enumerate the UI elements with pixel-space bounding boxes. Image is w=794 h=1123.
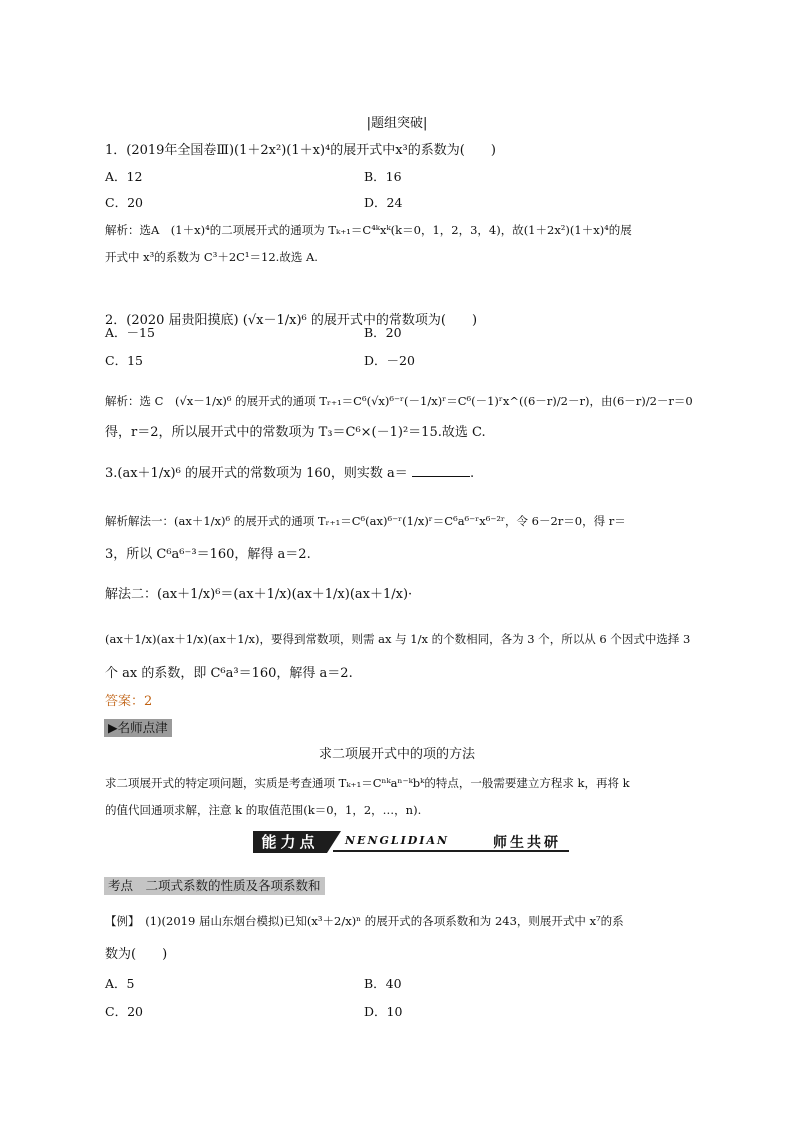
q1-analysis-line1: 解析：选A (1＋x)⁴的二项展开式的通项为 Tₖ₊₁＝C⁴ᵏxᵏ(k＝0，1，2，3，4)，故(1＋2x²)(1＋x)⁴的展: [105, 223, 632, 237]
q1-stem: 1．(2019年全国卷Ⅲ)(1＋2x²)(1＋x)⁴的展开式中x³的系数为( ): [105, 143, 496, 158]
q1-analysis-line2: 开式中 x³的系数为 C³＋2C¹＝12.故选 A.: [105, 250, 318, 264]
q3-sol2-line1: 解法二：(ax＋1/x)⁶＝(ax＋1/x)(ax＋1/x)(ax＋1/x)·: [105, 587, 413, 602]
q2-option-a: A．－15: [105, 325, 155, 340]
q1-option-a: A．12: [105, 169, 143, 184]
example-option-d: D．10: [364, 1004, 403, 1019]
q2-option-b: B．20: [364, 325, 402, 340]
example-option-b: B．40: [364, 976, 402, 991]
q2-stem-formula: (√x－1/x)⁶: [242, 313, 307, 328]
banner-english: NENGLIDIAN: [345, 834, 450, 847]
section-title: |题组突破|: [366, 116, 428, 131]
q3-stem: [105, 464, 474, 483]
q2-stem: [105, 312, 477, 330]
tip-tag: ▶名师点津: [104, 719, 172, 737]
tip-heading: 求二项展开式中的项的方法: [318, 747, 475, 762]
q3-sol1-line2: 3，所以 C⁶a⁶⁻³＝160，解得 a＝2.: [105, 547, 311, 562]
example-stem-line1: 【例】 (1)(2019 届山东烟台模拟)已知(x³＋2/x)ⁿ 的展开式的各项系数和为 243，则展开式中 x⁷的系: [105, 914, 624, 928]
ability-banner: [253, 831, 569, 853]
q2-option-d: D．－20: [364, 353, 415, 368]
kaodian-tag: 考点 二项式系数的性质及各项系数和: [104, 877, 325, 895]
q3-sol2-line2: (ax＋1/x)(ax＋1/x)(ax＋1/x)，要得到常数项，则需 ax 与 1/x 的个数相同，各为 3 个，所以从 6 个因式中选择 3: [105, 632, 691, 646]
q3-stem-formula: 3.(ax＋1/x)⁶: [105, 466, 181, 481]
q3-sol2-line3: 个 ax 的系数，即 C⁶a³＝160，解得 a＝2.: [105, 666, 353, 681]
q1-option-c: C．20: [105, 195, 143, 210]
example-option-c: C．20: [105, 1004, 143, 1019]
q3-stem-suffix: 的展开式的常数项为 160，则实数 a＝: [184, 466, 408, 481]
banner-block: 能力点: [253, 831, 327, 853]
q2-analysis-line1: 解析：选 C (√x－1/x)⁶ 的展开式的通项 Tᵣ₊₁＝C⁶(√x)⁶⁻ʳ(－1/x)ʳ＝C⁶(－1)ʳx^((6－r)/2－r)，由(6－r)/2－r＝0: [105, 394, 693, 408]
q3-answer: 答案：2: [105, 694, 153, 709]
q2-stem-suffix: 的展开式中的常数项为( ): [310, 313, 478, 328]
q2-analysis-line2: 得，r＝2，所以展开式中的常数项为 T₃＝C⁶×(－1)²＝15.故选 C.: [105, 425, 486, 440]
tip-body-line2: 的值代回通项求解，注意 k 的取值范围(k＝0，1，2，…，n).: [105, 803, 422, 817]
q1-option-d: D．24: [364, 195, 403, 210]
q2-option-c: C．15: [105, 353, 143, 368]
q3-stem-end: .: [469, 466, 475, 481]
example-stem-line2: 数为( ): [105, 947, 168, 962]
q3-answer-blank: [412, 464, 470, 477]
q2-stem-prefix: 2．(2020 届贵阳摸底): [105, 313, 239, 328]
tip-body-line1: 求二项展开式的特定项问题，实质是考查通项 Tₖ₊₁＝Cⁿᵏaⁿ⁻ᵏbᵏ的特点，一般需要建立方程求 k，再将 k: [105, 776, 630, 790]
q3-sol1-line1: 解析解法一：(ax＋1/x)⁶ 的展开式的通项 Tᵣ₊₁＝C⁶(ax)⁶⁻ʳ(1/x)ʳ＝C⁶a⁶⁻ʳx⁶⁻²ʳ，令 6－2r＝0，得 r＝: [105, 514, 626, 528]
q1-option-b: B．16: [364, 169, 402, 184]
example-option-a: A．5: [105, 976, 135, 991]
banner-chinese: 师生共研: [493, 835, 561, 851]
